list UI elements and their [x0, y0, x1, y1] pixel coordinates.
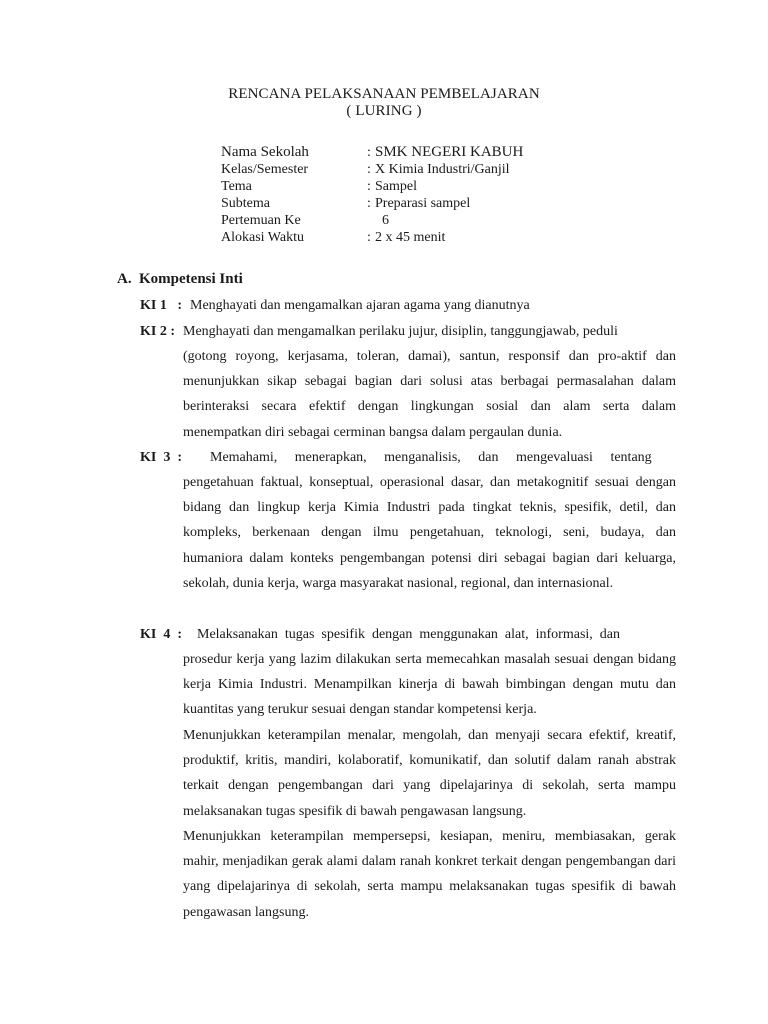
- ki-1-text: Menghayati dan mengamalkan ajaran agama yang dianutnya: [190, 298, 530, 313]
- ki-4-text: prosedur kerja yang lazim dilakukan serta memecahkan masalah sesuai dengan bidang kerja Kimia Industri. Menampilkan kinerja di bawah bimbingan dengan mutu dan kuantitas yang terukur sesuai dengan standar kompetensi kerja.: [183, 652, 676, 718]
- info-label: Subtema: [221, 196, 270, 211]
- section-letter: A.: [117, 271, 132, 287]
- ki-4-first-line: Melaksanakan tugas spesifik dengan menggunakan alat, informasi, dan: [197, 627, 620, 642]
- info-colon: :: [367, 196, 371, 211]
- info-value: 6: [375, 213, 389, 228]
- ki-3-label: KI 3 :: [140, 450, 182, 465]
- info-label: Pertemuan Ke: [221, 213, 301, 228]
- ki-3-text: pengetahuan faktual, konseptual, operasional dasar, dan metakognitif sesuai dengan bidang dan lingkup kerja Kimia Industri pada tingkat teknis, spesifik, detil, dan kompleks, berkenaan dengan ilmu pengetahuan, teknologi, seni, budaya, dan humaniora dalam konteks pengembangan potensi diri sebagai bagian dari keluarga, sekolah, dunia kerja, warga masyarakat nasional, regional, dan internasional.: [183, 475, 676, 591]
- info-colon: :: [367, 230, 371, 245]
- info-colon: :: [367, 145, 371, 160]
- info-colon: :: [367, 162, 371, 177]
- info-label: Alokasi Waktu: [221, 230, 304, 245]
- section-heading-kompetensi-inti: [117, 271, 243, 288]
- info-label: Nama Sekolah: [221, 144, 309, 160]
- ki-4-label: KI 4 :: [140, 627, 182, 642]
- section-title: Kompetensi Inti: [139, 271, 243, 287]
- info-value: Preparasi sampel: [375, 196, 471, 211]
- ki-4-paragraph-3: Menunjukkan keterampilan mempersepsi, kesiapan, meniru, membiasakan, gerak mahir, menjadikan gerak alami dalam ranah konkret terkait dengan pengembangan dari yang dipelajarinya di sekolah, serta mampu melaksanakan tugas spesifik di bawah pengawasan langsung.: [183, 829, 676, 920]
- document-title: RENCANA PELAKSANAAN PEMBELAJARAN: [228, 86, 540, 102]
- ki-2-first-line: Menghayati dan mengamalkan perilaku jujur, disiplin, tanggungjawab, peduli: [183, 324, 618, 339]
- info-label: Tema: [221, 179, 252, 194]
- info-value: 2 x 45 menit: [375, 230, 446, 245]
- ki-1-label: KI 1 :: [140, 298, 182, 313]
- info-value: Sampel: [375, 179, 417, 194]
- ki-2-text: (gotong royong, kerjasama, toleran, damai), santun, responsif dan pro-aktif dan menunjukkan sikap sebagai bagian dari solusi atas berbagai permasalahan dalam berinteraksi secara efektif dengan lingkungan sosial dan alam serta dalam menempatkan diri sebagai cerminan bangsa dalam pergaulan dunia.: [183, 349, 676, 440]
- ki-4-paragraph-2: Menunjukkan keterampilan menalar, mengolah, dan menyaji secara efektif, kreatif, produktif, kritis, mandiri, kolaboratif, komunikatif, dan solutif dalam ranah abstrak terkait dengan pengembangan dari yang dipelajarinya di sekolah, serta mampu melaksanakan tugas spesifik di bawah pengawasan langsung.: [183, 728, 676, 819]
- info-colon: :: [367, 179, 371, 194]
- info-label: Kelas/Semester: [221, 162, 309, 177]
- ki-3-first-line: Memahami, menerapkan, menganalisis, dan mengevaluasi tentang: [210, 450, 652, 465]
- info-value: X Kimia Industri/Ganjil: [375, 162, 510, 177]
- document-subtitle: ( LURING ): [346, 103, 422, 119]
- info-value: SMK NEGERI KABUH: [375, 144, 524, 160]
- ki-2-label: KI 2 :: [140, 324, 175, 339]
